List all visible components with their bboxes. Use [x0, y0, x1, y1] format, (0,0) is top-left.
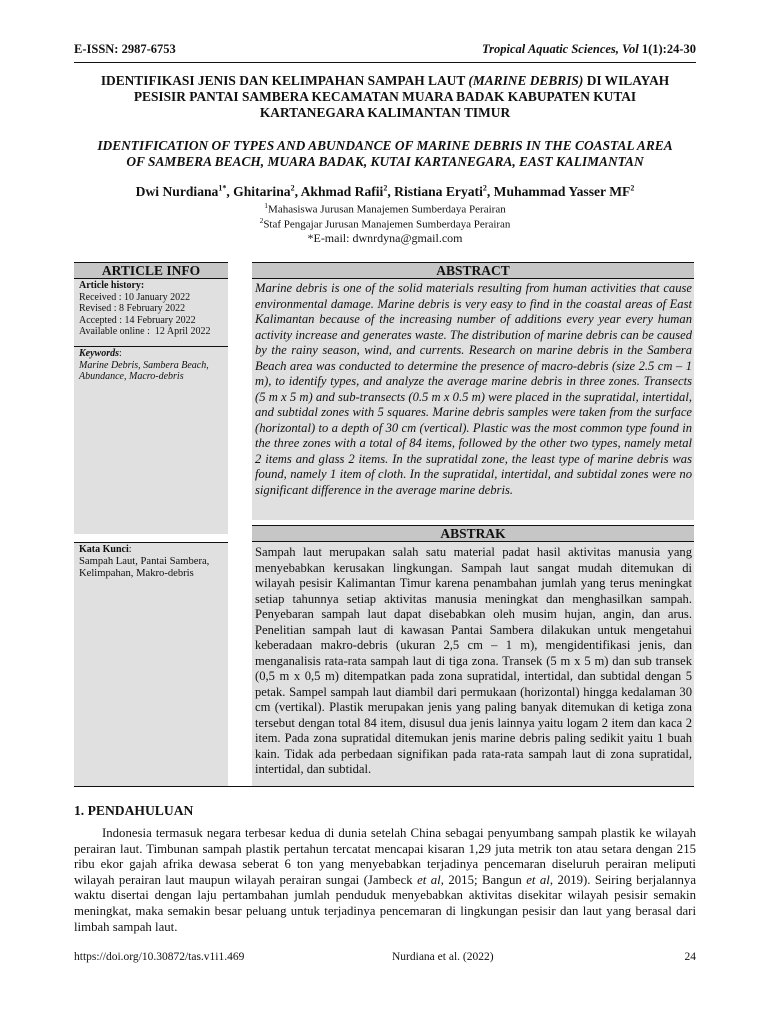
abstract-text: Marine debris is one of the solid materials resulting from human activities that cause environmental damage. Marine debris is very easy to find in the coastal areas of East Kalimantan because of the increasing number of additions every year every human activity increase and generates waste. The distribution of marine debris can be caused by the rainy season, wind, and currents. Research on marine debris in the Sambera Beach area was conducted to determine the presence of macro-debris (size 2.5 cm – 1 m), to identify types, and analyze the average marine debris in three zones. Transects (5 m x 5 m) and sub-transects (0.5 m x 0.5 m) were placed in the supratidal, intertidal, and subtidal zones with 5 squares. Marine debris samples were taken from the surface (horizontal) to a depth of 30 cm (vertical). Plastic was the most common type found in the three zones with a total of 84 items, followed by the other two types, namely metal 2 items and glass 2 items. In the supratidal zone, the least type of marine debris was found, namely 1 item of cloth. In the supratidal, intertidal, and subtidal zones were no significant difference in the average marine debris.: [252, 279, 694, 520]
issn: E-ISSN: 2987-6753: [74, 42, 176, 56]
abstrak-panel: [252, 525, 694, 787]
history-accepted: Accepted : 14 February 2022: [79, 314, 196, 326]
corresponding-email[interactable]: *E-mail: dwnrdyna@gmail.com: [307, 231, 463, 245]
title-indonesian: [74, 73, 696, 121]
volume-issue: 1(1):24-30: [641, 42, 696, 56]
title-id-line1c: DI WILAYAH: [583, 73, 670, 88]
history-revised: Revised : 8 February 2022: [79, 303, 186, 314]
page-number: 24: [684, 951, 696, 963]
kata-kunci-block: Kata Kunci: Sampah Laut, Pantai Sambera, Kelimpahan, Makro-debris: [74, 543, 228, 786]
keywords-label: Keywords: [79, 348, 119, 359]
kata-kunci-label: Kata Kunci: [79, 544, 129, 555]
author-list: [74, 183, 696, 200]
history-label: Article history:: [79, 280, 145, 291]
affiliation-1: $^1$Mahasiswa Jurusan Manajemen Sumberdaya Perairan: [264, 201, 506, 216]
running-header: [74, 40, 696, 63]
title-en-line2: OF SAMBERA BEACH, MUARA BADAK, KUTAI KARTANEGARA, EAST KALIMANTAN: [126, 154, 644, 169]
kata-kunci-text: Sampah Laut, Pantai Sambera, Kelimpahan, Makro-debris: [79, 555, 210, 579]
history-online: Available online : 12 April 2022: [79, 326, 211, 337]
history-received: Received : 10 January 2022: [79, 291, 191, 303]
journal-name: Tropical Aquatic Sciences, Vol: [482, 42, 642, 56]
footer-citation: Nurdiana et al. (2022): [392, 951, 494, 963]
title-id-line3: KARTANEGARA KALIMANTAN TIMUR: [259, 105, 511, 120]
author: Muhammad Yasser $MF^2$: [493, 183, 635, 199]
affiliation-2: $^2$Staf Pengajar Jurusan Manajemen Sumberdaya Perairan: [259, 216, 511, 231]
info-bottom-rule: [74, 786, 694, 787]
abstrak-text: Sampah laut merupakan salah satu material padat hasil aktivitas manusia yang menyebabkan kerusakan lingkungan. Sampah laut sangat mudah ditemukan di wilayah pesisir Kalimantan Timur karena penambahan jumlah yang terus meningkat setiap tahunnya setiap aktivitas manusia meningkat dan menghasilkan sampah. Penyebaran sampah laut dapat disebabkan oleh musim hujan, angin, dan arus. Penelitian sampah laut di kawasan Pantai Sambera dilakukan untuk mengetahui keberadaan makro-debris (ukuran 2,5 cm – 1 m), mengidentifikasi jenis, dan menganalisis rata-rata sampah laut di tiga zona. Transek (5 m x 5 m) dan sub transek (0,5 m x 0,5 m) ditempatkan pada zona supratidal, intertidal, dan subtidal dengan 5 petak. Sampel sampah laut diambil dari permukaan (horizontal) hingga kedalaman 30 cm (vertikal). Plastik merupakan jenis yang paling banyak ditemukan di ketiga zona tersebut dengan total 84 item, disusul dua jenis lainnya yaitu logam 2 item dan kaca 2 item. Pada zona supratidal ditemukan jenis marine debris paling sedikit yaitu 1 buah kain. Tidak ada perbedaan signifikan pada rata-rata sampah laut di zona supratidal, intertidal, dan subtidal.: [252, 542, 694, 787]
abstrak-heading: ABSTRAK: [252, 525, 694, 542]
section-heading: 1. PENDAHULUAN: [74, 803, 194, 818]
abstract-panel: [252, 262, 694, 520]
author: Dwi Nurdiana$^{1*}$,: [135, 183, 234, 199]
article-info-panel: [74, 262, 228, 534]
article-info-heading: ARTICLE INFO: [74, 262, 228, 279]
abstract-heading: ABSTRACT: [252, 262, 694, 279]
title-id-line1a: IDENTIFIKASI JENIS DAN KELIMPAHAN SAMPAH LAUT: [100, 73, 469, 88]
journal-citation: [482, 42, 696, 57]
author: Akhmad Rafii$^2$,: [300, 183, 395, 199]
keywords-block: Keywords: Marine Debris, Sambera Beach, Abundance, Macro-debris: [74, 347, 228, 534]
keywords-text: Marine Debris, Sambera Beach, Abundance, Macro-debris: [79, 359, 209, 382]
doi-link[interactable]: https://doi.org/10.30872/tas.v1i1.469: [74, 951, 245, 963]
title-english: [74, 138, 696, 170]
title-id-line1b: (MARINE DEBRIS): [468, 73, 584, 88]
author: Ghitarina$^2$,: [233, 183, 301, 199]
kata-kunci-panel: [74, 542, 228, 786]
title-id-line2: PESISIR PANTAI SAMBERA KECAMATAN MUARA BADAK KABUPATEN KUTAI: [133, 89, 637, 104]
author: Ristiana Eryati$^2$,: [394, 183, 494, 199]
article-history: [74, 279, 228, 347]
title-en-line1: IDENTIFICATION OF TYPES AND ABUNDANCE OF MARINE DEBRIS IN THE COASTAL AREA: [97, 138, 673, 153]
intro-paragraph: Indonesia termasuk negara terbesar kedua di dunia setelah China sebagai penyumbang sampah plastik ke wilayah perairan laut. Timbunan sampah plastik pertahun tercatat mencapai kisaran 1,29 juta metrik ton atau setara dengan 215 ribu ekor gajah afrika dewasa seberat 6 ton yang menyebabkan terjadinya pencemaran diseluruh perairan meliputi wilayah perairan laut maupun wilayah perairan sungai (Jambeck et al, 2015; Bangun et al, 2019). Seiring berjalannya waktu disertai dengan laju pertambahan jumlah penduduk menyebabkan aktivitas disekitar wilayah pesisir semakin meningkat, maka semakin besar peluang untuk terjadinya pencemaran di lingkungan pesisir dan laut yang berasal dari limbah sampah laut.: [74, 826, 696, 934]
